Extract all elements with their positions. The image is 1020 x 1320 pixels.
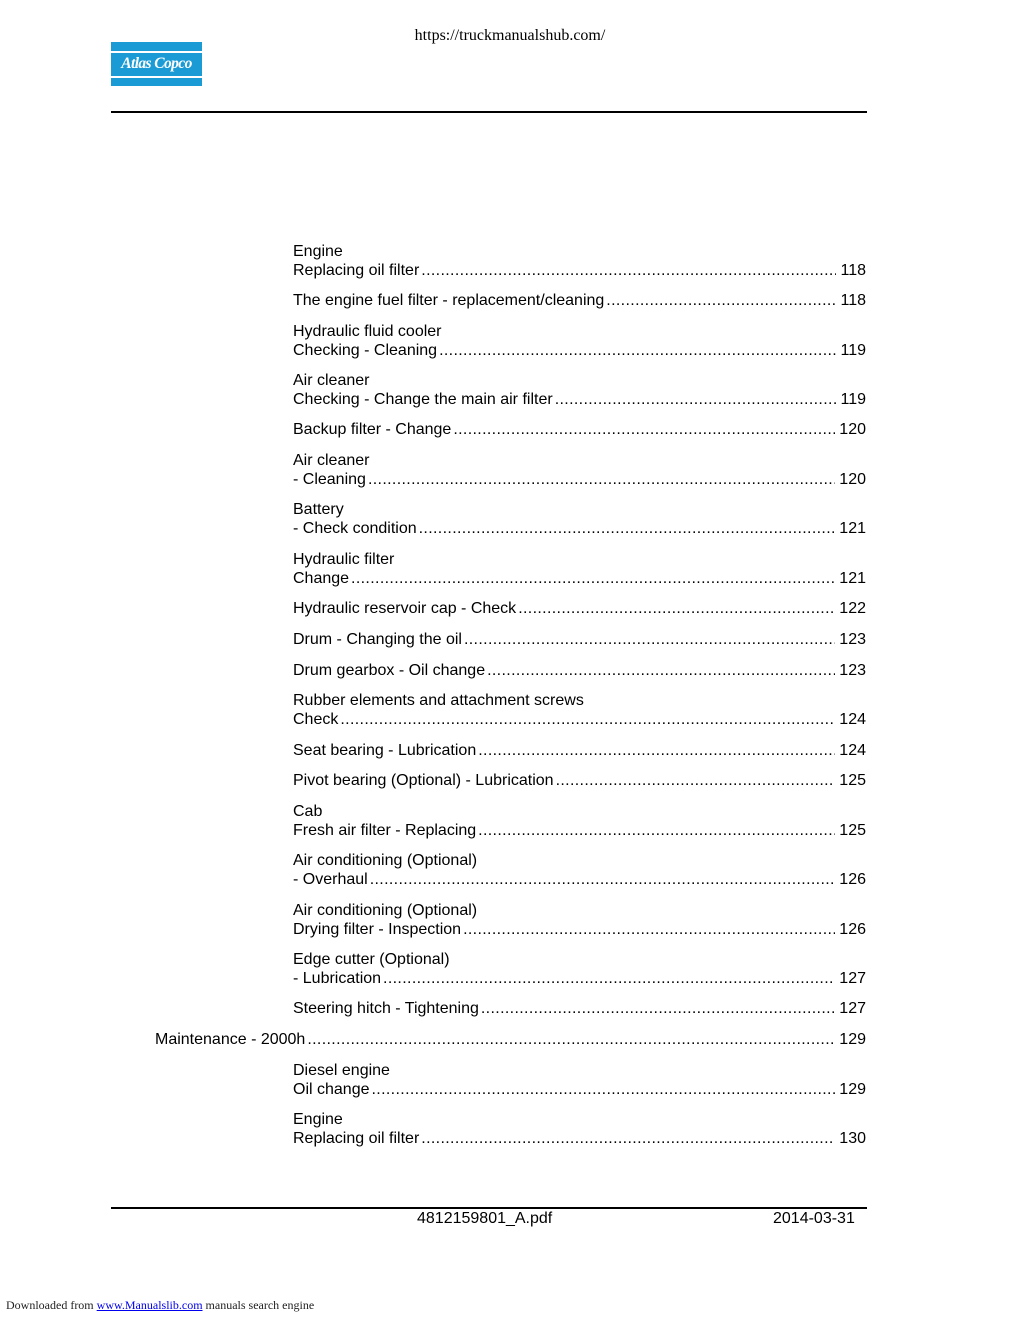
toc-entry-title: Steering hitch - Tightening	[293, 1000, 479, 1017]
toc-entry-title: - Lubrication	[293, 970, 382, 987]
toc-entry-title: Hydraulic reservoir cap - Check	[293, 600, 517, 617]
footer-filename: 4812159801_A.pdf	[417, 1210, 553, 1227]
atlas-copco-logo	[111, 42, 202, 86]
toc-page-number: 125	[839, 772, 866, 789]
toc-page-number: 126	[839, 871, 866, 888]
toc-entry-heading: Air conditioning (Optional)	[293, 852, 478, 869]
dot-leader	[340, 710, 835, 729]
dot-leader	[351, 569, 835, 588]
toc-entry[interactable]	[293, 999, 866, 1018]
toc-entry[interactable]	[293, 451, 866, 489]
dot-leader	[518, 599, 835, 618]
logo-wordmark: Atlas Copco	[121, 55, 192, 72]
dot-leader	[383, 969, 835, 988]
toc-entry-title: Pivot bearing (Optional) - Lubrication	[293, 772, 554, 789]
toc-entry-heading: Engine	[293, 1111, 343, 1128]
toc-entry-title: Replacing oil filter	[293, 1130, 420, 1147]
dot-leader	[421, 1129, 835, 1148]
dot-leader	[478, 741, 835, 760]
download-note-prefix: Downloaded from	[6, 1298, 97, 1312]
footer-date: 2014-03-31	[773, 1210, 855, 1227]
toc-entry[interactable]	[293, 1110, 866, 1148]
toc-entry-title: Change	[293, 570, 350, 587]
dot-leader	[555, 390, 837, 409]
toc-page-number: 118	[840, 292, 866, 309]
toc-entry[interactable]	[293, 420, 866, 439]
dot-leader	[481, 999, 835, 1018]
toc-entry[interactable]	[293, 950, 866, 988]
toc-page-number: 125	[839, 822, 866, 839]
toc-entry[interactable]	[293, 242, 866, 280]
toc-page-number: 120	[839, 421, 866, 438]
toc-entry-title: Drying filter - Inspection	[293, 921, 462, 938]
source-url: https://truckmanualshub.com/	[414, 27, 606, 44]
toc-page-number: 127	[839, 1000, 866, 1017]
dot-leader	[307, 1030, 835, 1049]
toc-entry[interactable]	[155, 1030, 866, 1049]
header-divider	[111, 111, 867, 113]
toc-page-number: 123	[839, 662, 866, 679]
toc-entry-title: Checking - Cleaning	[293, 342, 438, 359]
toc-entry-heading: Hydraulic filter	[293, 551, 395, 568]
toc-entry-heading: Engine	[293, 243, 343, 260]
toc-entry-heading: Edge cutter (Optional)	[293, 951, 450, 968]
dot-leader	[453, 420, 835, 439]
toc-entry[interactable]	[293, 802, 866, 840]
toc-entry[interactable]	[293, 630, 866, 649]
toc-page-number: 121	[839, 570, 866, 587]
dot-leader	[556, 771, 836, 790]
toc-page-number: 121	[839, 520, 866, 537]
dot-leader	[439, 341, 836, 360]
toc-entry[interactable]	[293, 500, 866, 538]
toc-entry-title: Replacing oil filter	[293, 262, 420, 279]
dot-leader	[372, 1080, 836, 1099]
toc-entry[interactable]	[293, 661, 866, 680]
download-note-suffix: manuals search engine	[202, 1298, 315, 1312]
toc-entry-heading: Rubber elements and attachment screws	[293, 692, 584, 709]
toc-entry[interactable]	[293, 851, 866, 889]
toc-entry-title: Seat bearing - Lubrication	[293, 742, 477, 759]
toc-entry-title: - Cleaning	[293, 471, 366, 488]
toc-entry-heading: Hydraulic fluid cooler	[293, 323, 442, 340]
manualslib-link[interactable]: www.Manualslib.com	[96, 1298, 203, 1312]
dot-leader	[368, 470, 835, 489]
toc-entry[interactable]	[293, 1061, 866, 1099]
toc-entry-title: Maintenance - 2000h	[155, 1031, 306, 1048]
dot-leader	[419, 519, 836, 538]
toc-entry[interactable]	[293, 550, 866, 588]
toc-entry[interactable]	[293, 371, 866, 409]
toc-entry-title: - Overhaul	[293, 871, 368, 888]
toc-page-number: 127	[839, 970, 866, 987]
toc-entry-heading: Diesel engine	[293, 1062, 390, 1079]
toc-entry-title: Check	[293, 711, 339, 728]
toc-page-number: 119	[840, 391, 866, 408]
toc-entry-title: Checking - Change the main air filter	[293, 391, 553, 408]
toc-page-number: 129	[839, 1081, 866, 1098]
toc-page-number: 124	[839, 742, 866, 759]
toc-page-number: 119	[840, 342, 866, 359]
toc-entry[interactable]	[293, 901, 866, 939]
dot-leader	[463, 920, 835, 939]
toc-entry-title: Drum gearbox - Oil change	[293, 662, 486, 679]
toc-page-number: 124	[839, 711, 866, 728]
toc-entry-heading: Air conditioning (Optional)	[293, 902, 478, 919]
toc-entry[interactable]	[293, 291, 866, 310]
dot-leader	[421, 261, 836, 280]
footer-divider	[111, 1207, 867, 1209]
toc-entry-title: Oil change	[293, 1081, 370, 1098]
toc-page-number: 130	[839, 1130, 866, 1147]
toc-entry[interactable]	[293, 691, 866, 729]
toc-page-number: 118	[840, 262, 866, 279]
toc-entry-heading: Air cleaner	[293, 372, 370, 389]
dot-leader	[478, 821, 835, 840]
toc-entry-heading: Cab	[293, 803, 323, 820]
toc-entry[interactable]	[293, 599, 866, 618]
dot-leader	[464, 630, 835, 649]
toc-entry-title: Drum - Changing the oil	[293, 631, 462, 648]
toc-entry-heading: Battery	[293, 501, 344, 518]
toc-entry[interactable]	[293, 771, 866, 790]
toc-page-number: 120	[839, 471, 866, 488]
toc-page-number: 122	[839, 600, 866, 617]
toc-entry-heading: Air cleaner	[293, 452, 370, 469]
toc-page-number: 123	[839, 631, 866, 648]
dot-leader	[487, 661, 835, 680]
download-note	[6, 1298, 314, 1313]
toc-entry-title: Backup filter - Change	[293, 421, 452, 438]
toc-entry[interactable]	[293, 322, 866, 360]
toc-entry-title: Fresh air filter - Replacing	[293, 822, 477, 839]
toc-entry-title: The engine fuel filter - replacement/cleaning	[293, 292, 605, 309]
dot-leader	[370, 870, 836, 889]
dot-leader	[606, 291, 836, 310]
toc-entry[interactable]	[293, 741, 866, 760]
toc-page-number: 126	[839, 921, 866, 938]
toc-entry-title: - Check condition	[293, 520, 417, 537]
toc-page-number: 129	[839, 1031, 866, 1048]
